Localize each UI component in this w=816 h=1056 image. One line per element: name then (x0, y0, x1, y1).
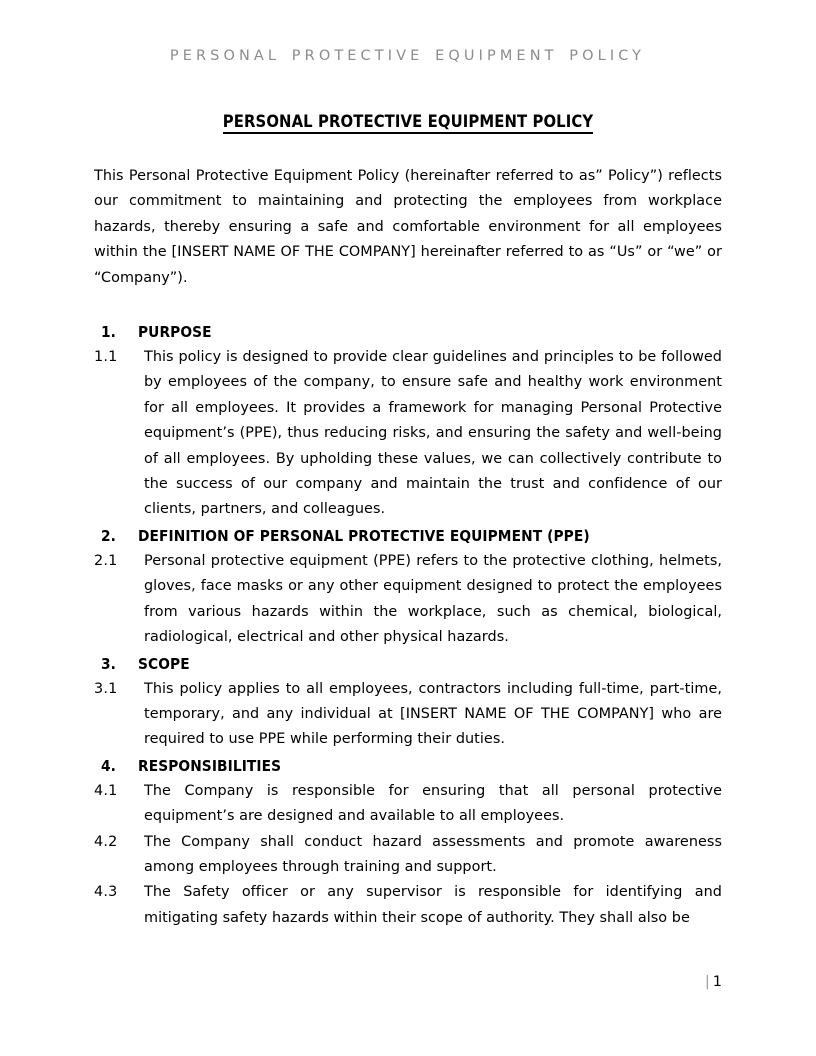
section-number-2: 2. (101, 526, 117, 545)
section-heading-2 (94, 523, 722, 549)
footer-separator: | (704, 974, 710, 990)
clause-4-3 (94, 880, 722, 931)
running-header: PERSONAL PROTECTIVE EQUIPMENT POLICY (169, 48, 646, 64)
section-number-3: 3. (101, 654, 117, 673)
clause-text-4-1: The Company is responsible for ensuring that all personal protective equipment’s are designed and available to all employees. (144, 782, 722, 825)
clause-number-1-1: 1.1 (94, 349, 118, 366)
clause-text-4-2: The Company shall conduct hazard assessments and promote awareness among employees through training and support. (144, 833, 722, 875)
page-number: 1 (712, 974, 722, 990)
section-title-1: PURPOSE (138, 323, 212, 342)
clause-text-3-1: This policy applies to all employees, contractors including full-time, part-time, temporary, and any individual at [INSERT NAME OF THE COMPANY] who are required to use PPE while performing their duties. (144, 680, 722, 748)
section-number-4: 4. (101, 756, 117, 775)
page-title-text: PERSONAL PROTECTIVE EQUIPMENT POLICY (223, 112, 593, 134)
page-title (94, 112, 722, 132)
clause-number-3-1: 3.1 (94, 680, 118, 697)
clause-4-2 (94, 830, 722, 881)
clause-number-4-3: 4.3 (94, 884, 118, 901)
clause-text-1-1: This policy is designed to provide clear guidelines and principles to be followed by employees of the company, to ensure safe and healthy work environment for all employees. It provides a framework for managing Personal Protective equipment’s (PPE), thus reducing risks, and ensuring the safety and well-being of all employees. By upholding these values, we can collectively contribute to the success of our company and maintain the trust and confidence of our clients, partners, and colleagues. (144, 349, 722, 518)
section-heading-4 (94, 753, 722, 779)
clause-3-1 (94, 677, 722, 753)
section-title-2: DEFINITION OF PERSONAL PROTECTIVE EQUIPMENT (PPE) (138, 526, 590, 545)
clause-text-4-3: The Safety officer or any supervisor is responsible for identifying and mitigating safety hazards within their scope of authority. They shall also be (144, 884, 722, 926)
document-body (94, 112, 722, 931)
section-title-4: RESPONSIBILITIES (138, 756, 282, 775)
clause-number-2-1: 2.1 (94, 552, 118, 569)
clause-1-1 (94, 345, 722, 523)
clause-number-4-1: 4.1 (94, 782, 118, 799)
section-heading-3 (94, 651, 722, 677)
clause-text-2-1: Personal protective equipment (PPE) refers to the protective clothing, helmets, gloves, face masks or any other equipment designed to protect the employees from various hazards within the workplace, such as chemical, biological, radiological, electrical and other physical hazards. (144, 552, 722, 646)
clause-2-1 (94, 549, 722, 651)
section-title-3: SCOPE (138, 654, 190, 673)
clause-4-1 (94, 779, 722, 830)
intro-paragraph: This Personal Protective Equipment Policy (hereinafter referred to as” Policy”) reflects our commitment to maintaining and protecting the employees from workplace hazards, thereby ensuring a safe and comfortable environment for all employees within the [INSERT NAME OF THE COMPANY] hereinafter referred to as “Us” or “we” or “Company”). (94, 168, 722, 286)
page-footer (94, 972, 722, 992)
section-heading-1 (94, 319, 722, 345)
section-number-1: 1. (101, 323, 117, 342)
clause-number-4-2: 4.2 (94, 833, 118, 850)
